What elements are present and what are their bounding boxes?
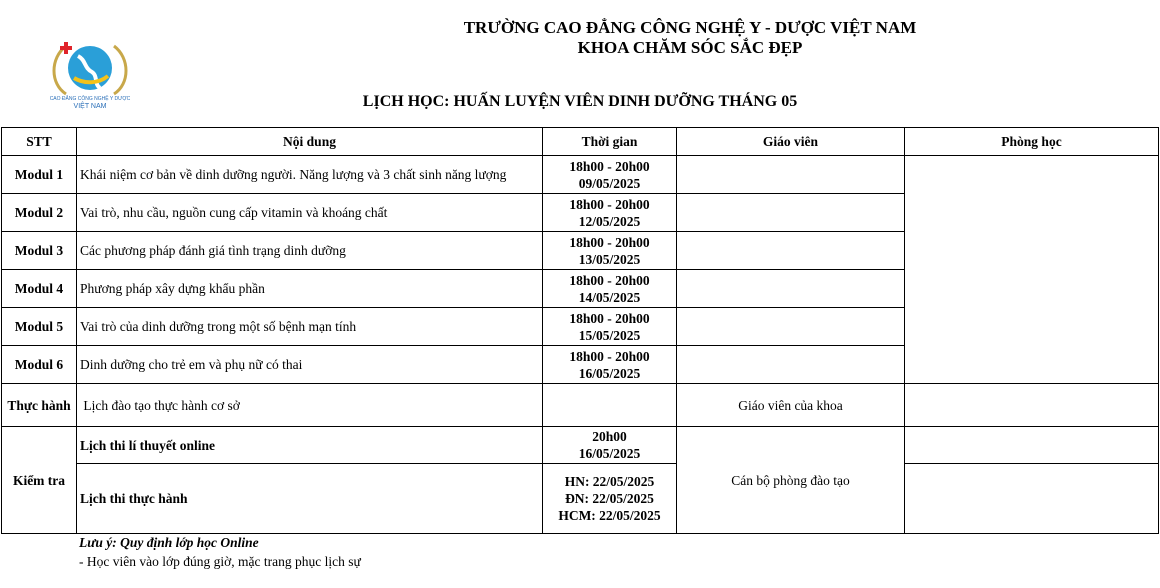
exam-practical-room: [905, 464, 1159, 534]
faculty-name: KHOA CHĂM SÓC SẮC ĐẸP: [577, 38, 803, 57]
module-content: Vai trò, nhu cầu, nguồn cung cấp vitamin và khoáng chất: [77, 194, 543, 232]
header-stt: STT: [2, 128, 77, 156]
module-stt: Modul 2: [2, 194, 77, 232]
exam-practical-content: Lịch thi thực hành: [77, 464, 543, 534]
table-row: [2, 156, 1159, 194]
header-teacher: Giáo viên: [677, 128, 905, 156]
module-teacher: [677, 270, 905, 308]
module-stt: Modul 6: [2, 346, 77, 384]
practice-content: Lịch đào tạo thực hành cơ sở: [77, 384, 543, 427]
header-room: Phòng học: [905, 128, 1159, 156]
exam-theory-row: [2, 427, 1159, 464]
note-title: Lưu ý: Quy định lớp học Online: [79, 535, 259, 550]
note-line: - Học viên vào lớp đúng giờ, mặc trang phục lịch sự: [79, 554, 361, 569]
svg-text:VIỆT NAM: VIỆT NAM: [73, 103, 107, 110]
module-teacher: [677, 346, 905, 384]
exam-teacher: Cán bộ phòng đào tạo: [677, 427, 905, 534]
practice-teacher: Giáo viên của khoa: [677, 384, 905, 427]
module-time: 18h00 - 20h00 12/05/2025: [543, 194, 677, 232]
module-content: Dinh dưỡng cho trẻ em và phụ nữ có thai: [77, 346, 543, 384]
practice-row: [2, 384, 1159, 427]
module-teacher: [677, 232, 905, 270]
school-name: TRƯỜNG CAO ĐẲNG CÔNG NGHỆ Y - DƯỢC VIỆT NAM: [463, 18, 917, 37]
module-teacher: [677, 308, 905, 346]
exam-theory-time: 20h00 16/05/2025: [543, 427, 677, 464]
exam-practical-row: [2, 464, 1159, 534]
exam-stt: Kiểm tra: [2, 427, 77, 534]
module-time: 18h00 - 20h00 15/05/2025: [543, 308, 677, 346]
module-content: Vai trò của dinh dưỡng trong một số bệnh mạn tính: [77, 308, 543, 346]
header-content: Nội dung: [77, 128, 543, 156]
module-content: Các phương pháp đánh giá tình trạng dinh dưỡng: [77, 232, 543, 270]
module-content: Khái niệm cơ bản về dinh dưỡng người. Năng lượng và 3 chất sinh năng lượng: [77, 156, 543, 194]
schedule-table: [1, 127, 1159, 534]
practice-stt: Thực hành: [2, 384, 77, 427]
schedule-title: LỊCH HỌC: HUẤN LUYỆN VIÊN DINH DƯỠNG THÁNG 05: [362, 93, 798, 110]
module-time: 18h00 - 20h00 14/05/2025: [543, 270, 677, 308]
module-room: [905, 156, 1159, 384]
module-time: 18h00 - 20h00 09/05/2025: [543, 156, 677, 194]
header-time: Thời gian: [543, 128, 677, 156]
school-logo: [44, 38, 136, 110]
practice-room: [905, 384, 1159, 427]
module-content: Phương pháp xây dựng khẩu phần: [77, 270, 543, 308]
table-header-row: [2, 128, 1159, 156]
practice-time: [543, 384, 677, 427]
module-teacher: [677, 194, 905, 232]
module-teacher: [677, 156, 905, 194]
exam-practical-dates: HN: 22/05/2025 ĐN: 22/05/2025 HCM: 22/05/2025: [543, 464, 677, 534]
module-stt: Modul 4: [2, 270, 77, 308]
module-stt: Modul 5: [2, 308, 77, 346]
module-time: 18h00 - 20h00 13/05/2025: [543, 232, 677, 270]
module-stt: Modul 3: [2, 232, 77, 270]
svg-text:CAO ĐẲNG CÔNG NGHỆ Y DƯỢC: CAO ĐẲNG CÔNG NGHỆ Y DƯỢC: [49, 96, 131, 102]
exam-theory-content: Lịch thi lí thuyết online: [77, 427, 543, 464]
exam-theory-room: [905, 427, 1159, 464]
module-time: 18h00 - 20h00 16/05/2025: [543, 346, 677, 384]
module-stt: Modul 1: [2, 156, 77, 194]
